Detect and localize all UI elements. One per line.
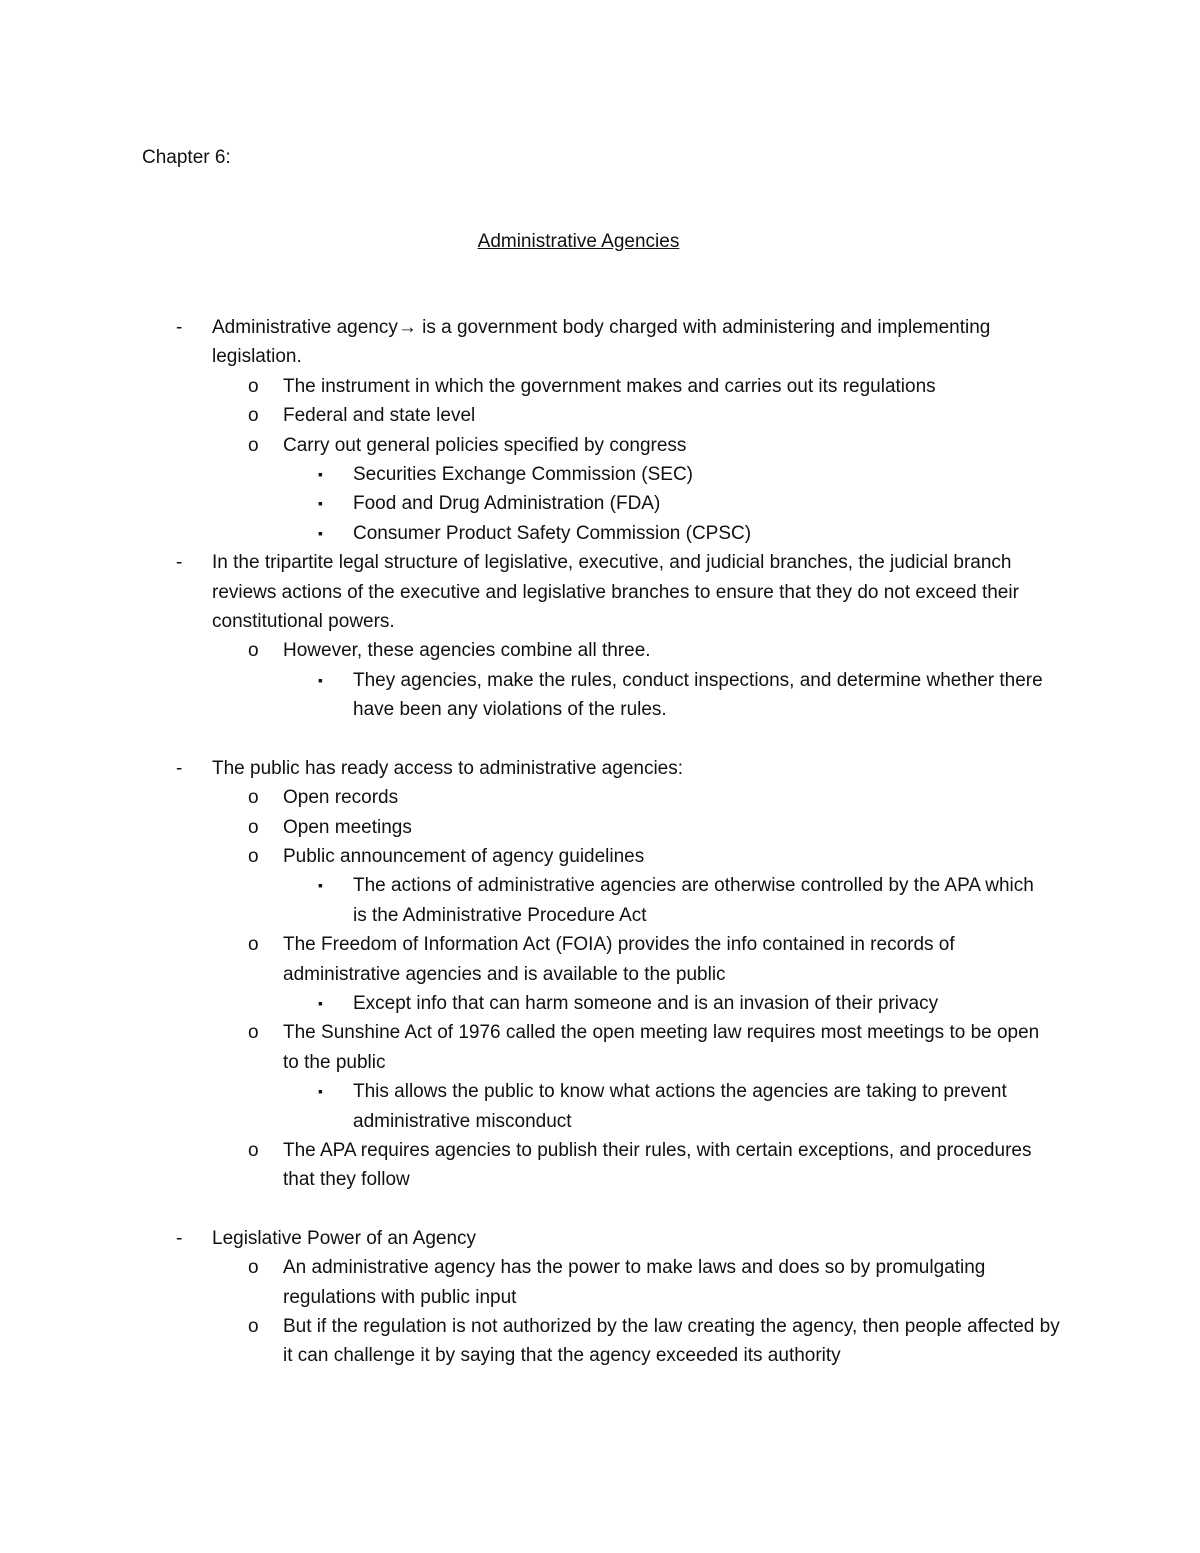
list-item bbox=[0, 489, 1200, 518]
list-item bbox=[0, 1312, 1200, 1371]
item-text: In the tripartite legal structure of legislative, executive, and judicial branches, the judicial branch reviews actions of the executive and legislative branches to ensure that they do not exceed their constitutional powers. bbox=[212, 552, 1019, 633]
item-text: An administrative agency has the power to make laws and does so by promulgating regulations with public input bbox=[283, 1257, 986, 1308]
list-item bbox=[0, 989, 1200, 1018]
dash-bullet-icon: - bbox=[176, 757, 183, 779]
item-text: Administrative agency→ is a government body charged with administering and implementing legislation. bbox=[212, 317, 991, 368]
list-item bbox=[0, 401, 1200, 430]
item-text: Consumer Product Safety Commission (CPSC) bbox=[353, 522, 752, 544]
list-item bbox=[0, 548, 1200, 636]
circle-bullet-icon: o bbox=[248, 1139, 259, 1161]
item-text: Legislative Power of an Agency bbox=[212, 1227, 477, 1249]
circle-bullet-icon: o bbox=[248, 934, 259, 956]
item-text: The APA requires agencies to publish their rules, with certain exceptions, and procedures that they follow bbox=[283, 1139, 1032, 1191]
circle-bullet-icon: o bbox=[248, 405, 259, 427]
circle-bullet-icon: o bbox=[248, 375, 259, 397]
square-bullet-icon: ▪ bbox=[318, 466, 323, 483]
list-item bbox=[0, 636, 1200, 665]
list-item bbox=[0, 813, 1200, 842]
chapter-heading: Chapter 6: bbox=[142, 147, 231, 168]
dash-bullet-icon: - bbox=[176, 317, 183, 338]
list-item bbox=[0, 1253, 1200, 1312]
list-item bbox=[0, 519, 1200, 548]
circle-bullet-icon: o bbox=[248, 640, 259, 662]
item-text: Carry out general policies specified by congress bbox=[283, 434, 687, 456]
item-text: The Sunshine Act of 1976 called the open meeting law requires most meetings to be open to the public bbox=[283, 1022, 1040, 1073]
item-text: Open records bbox=[283, 787, 399, 809]
list-item bbox=[0, 372, 1200, 401]
item-text: Federal and state level bbox=[283, 405, 476, 427]
dash-bullet-icon: - bbox=[176, 552, 183, 574]
circle-bullet-icon: o bbox=[248, 787, 259, 809]
list-item bbox=[0, 460, 1200, 489]
item-text: The actions of administrative agencies are otherwise controlled by the APA which is the Administrative Procedure Act bbox=[353, 875, 1034, 926]
list-item bbox=[0, 783, 1200, 812]
dash-bullet-icon: - bbox=[176, 1227, 183, 1249]
item-text: However, these agencies combine all three. bbox=[283, 640, 651, 662]
circle-bullet-icon: o bbox=[248, 1257, 259, 1279]
list-item bbox=[0, 754, 1200, 783]
item-text: Except info that can harm someone and is an invasion of their privacy bbox=[353, 992, 939, 1014]
item-text: This allows the public to know what actions the agencies are taking to prevent administrative misconduct bbox=[353, 1081, 1007, 1132]
circle-bullet-icon: o bbox=[248, 1316, 259, 1337]
list-item bbox=[0, 1136, 1200, 1195]
document-title: Administrative Agencies bbox=[477, 231, 680, 252]
list-item bbox=[0, 666, 1200, 725]
item-text: They agencies, make the rules, conduct inspections, and determine whether there have been any violations of the rules. bbox=[353, 669, 1043, 721]
spacer bbox=[0, 1195, 1200, 1224]
circle-bullet-icon: o bbox=[248, 845, 259, 867]
item-text: Open meetings bbox=[283, 816, 412, 838]
square-bullet-icon: ▪ bbox=[318, 495, 323, 512]
spacer bbox=[0, 725, 1200, 754]
square-bullet-icon: ▪ bbox=[318, 1083, 323, 1100]
list-item bbox=[0, 1018, 1200, 1077]
square-bullet-icon: ▪ bbox=[318, 671, 323, 688]
square-bullet-icon: ▪ bbox=[318, 994, 323, 1011]
list-item bbox=[0, 871, 1200, 930]
item-text: Securities Exchange Commission (SEC) bbox=[353, 464, 694, 486]
list-item bbox=[0, 431, 1200, 460]
item-text: But if the regulation is not authorized by the law creating the agency, then people affected by it can challenge it by saying that the agency exceeded its authority bbox=[283, 1316, 1060, 1367]
list-item bbox=[0, 930, 1200, 989]
circle-bullet-icon: o bbox=[248, 1022, 259, 1044]
circle-bullet-icon: o bbox=[248, 816, 259, 838]
list-item bbox=[0, 1224, 1200, 1253]
list-item bbox=[0, 1077, 1200, 1136]
item-text: Public announcement of agency guidelines bbox=[283, 845, 645, 867]
list-item bbox=[0, 842, 1200, 871]
item-text: The Freedom of Information Act (FOIA) provides the info contained in records of administrative agencies and is available to the public bbox=[283, 934, 955, 985]
square-bullet-icon: ▪ bbox=[318, 524, 323, 541]
item-text: The public has ready access to administrative agencies: bbox=[212, 757, 684, 779]
list-item bbox=[0, 313, 1200, 372]
outline-list bbox=[0, 313, 1200, 1371]
circle-bullet-icon: o bbox=[248, 434, 259, 456]
square-bullet-icon: ▪ bbox=[318, 877, 323, 894]
item-text: The instrument in which the government makes and carries out its regulations bbox=[283, 375, 936, 397]
item-text: Food and Drug Administration (FDA) bbox=[353, 493, 661, 515]
